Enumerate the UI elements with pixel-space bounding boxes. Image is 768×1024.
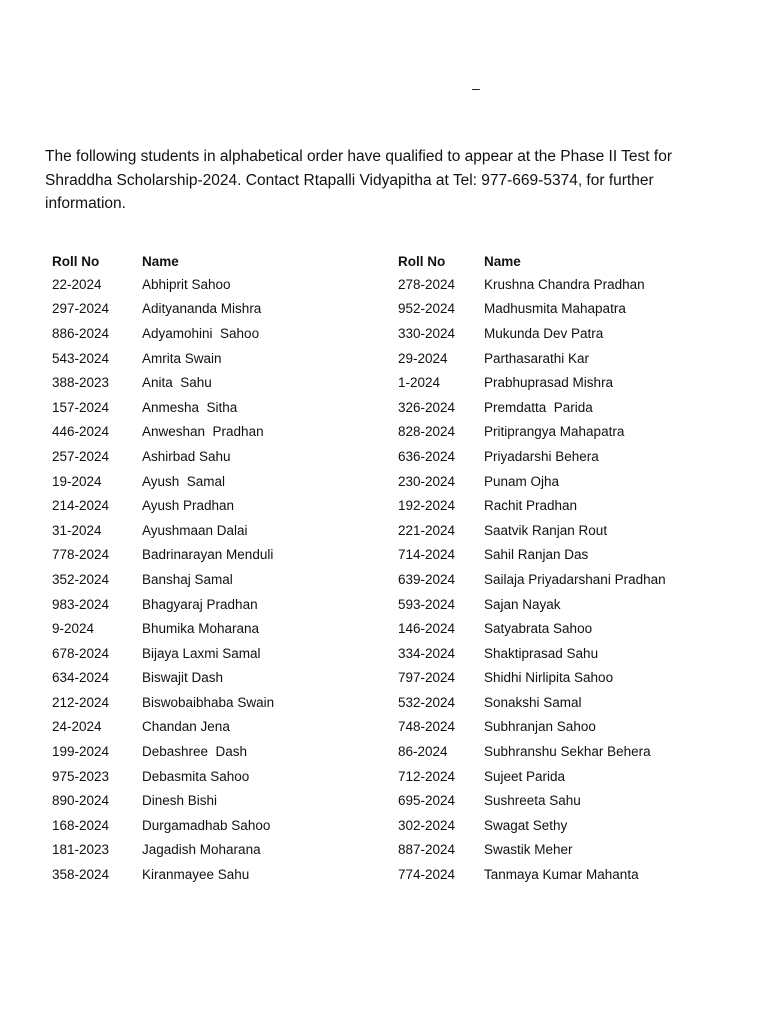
student-name: Satyabrata Sahoo — [484, 621, 593, 637]
student-name: Ashirbad Sahu — [142, 448, 231, 464]
student-name: Prabhuprasad Mishra — [484, 375, 614, 391]
student-row — [52, 297, 382, 322]
roll-no: 230-2024 — [398, 473, 456, 489]
name-header: Name — [484, 253, 521, 269]
student-name: Bijaya Laxmi Samal — [142, 645, 261, 661]
student-row — [52, 641, 382, 666]
roll-no: 983-2024 — [52, 596, 110, 612]
student-name: Madhusmita Mahapatra — [484, 301, 626, 317]
student-row — [52, 444, 382, 469]
roll-no: 297-2024 — [52, 301, 110, 317]
student-name: Adyamohini Sahoo — [142, 325, 260, 341]
roll-no: 168-2024 — [52, 817, 110, 833]
student-row — [398, 444, 724, 469]
student-row — [398, 862, 724, 887]
roll-no: 257-2024 — [52, 448, 110, 464]
student-name: Shaktiprasad Sahu — [484, 645, 599, 661]
student-row — [52, 813, 382, 838]
student-row — [52, 838, 382, 863]
student-name: Sonakshi Samal — [484, 694, 582, 710]
roll-no: 1-2024 — [398, 375, 441, 391]
roll-no: 29-2024 — [398, 350, 448, 366]
roll-no: 774-2024 — [398, 867, 456, 883]
student-list-right — [398, 250, 724, 887]
student-name: Pritiprangya Mahapatra — [484, 424, 625, 440]
student-name: Ayush Samal — [142, 473, 226, 489]
student-name: Chandan Jena — [142, 719, 230, 735]
student-name: Anmesha Sitha — [142, 399, 238, 415]
roll-no: 181-2023 — [52, 842, 110, 858]
student-name: Sajan Nayak — [484, 596, 561, 612]
left-rows — [52, 272, 382, 887]
roll-no-header: Roll No — [398, 253, 446, 269]
student-row — [52, 666, 382, 691]
roll-no: 302-2024 — [398, 817, 456, 833]
roll-no: 22-2024 — [52, 276, 102, 292]
roll-no: 199-2024 — [52, 744, 110, 760]
student-name: Adityananda Mishra — [142, 301, 262, 317]
student-row — [398, 567, 724, 592]
student-row — [52, 543, 382, 568]
roll-no: 886-2024 — [52, 325, 110, 341]
student-row — [52, 272, 382, 297]
roll-no: 543-2024 — [52, 350, 110, 366]
roll-no: 446-2024 — [52, 424, 110, 440]
student-name: Ayush Pradhan — [142, 498, 235, 514]
student-name: Jagadish Moharana — [142, 842, 261, 858]
student-name: Kiranmayee Sahu — [142, 867, 250, 883]
student-name: Saatvik Ranjan Rout — [484, 522, 608, 538]
student-name: Swagat Sethy — [484, 817, 568, 833]
student-row — [398, 715, 724, 740]
list-header — [398, 250, 724, 272]
student-name: Shidhi Nirlipita Sahoo — [484, 670, 614, 686]
student-row — [52, 764, 382, 789]
roll-no: 634-2024 — [52, 670, 110, 686]
student-name: Sujeet Parida — [484, 768, 566, 784]
roll-no: 212-2024 — [52, 694, 110, 710]
student-row — [398, 321, 724, 346]
roll-no: 221-2024 — [398, 522, 456, 538]
student-row — [52, 346, 382, 371]
roll-no: 678-2024 — [52, 645, 110, 661]
roll-no: 388-2023 — [52, 375, 110, 391]
roll-no: 278-2024 — [398, 276, 456, 292]
student-row — [52, 788, 382, 813]
student-row — [398, 272, 724, 297]
student-row — [52, 690, 382, 715]
roll-no: 358-2024 — [52, 867, 110, 883]
roll-no: 887-2024 — [398, 842, 456, 858]
student-row — [398, 641, 724, 666]
student-row — [52, 567, 382, 592]
student-name: Punam Ojha — [484, 473, 560, 489]
student-name: Subhranshu Sekhar Behera — [484, 744, 651, 760]
name-header: Name — [142, 253, 179, 269]
roll-no: 748-2024 — [398, 719, 456, 735]
student-row — [398, 420, 724, 445]
student-row — [52, 862, 382, 887]
student-row — [398, 616, 724, 641]
student-row — [398, 813, 724, 838]
student-row — [398, 838, 724, 863]
student-row — [52, 715, 382, 740]
student-name: Dinesh Bishi — [142, 793, 218, 809]
student-row — [398, 592, 724, 617]
roll-no: 24-2024 — [52, 719, 102, 735]
roll-no: 890-2024 — [52, 793, 110, 809]
student-name: Sushreeta Sahu — [484, 793, 581, 809]
student-name: Rachit Pradhan — [484, 498, 578, 514]
student-row — [52, 370, 382, 395]
student-row — [398, 346, 724, 371]
student-row — [398, 518, 724, 543]
roll-no: 952-2024 — [398, 301, 456, 317]
roll-no: 326-2024 — [398, 399, 456, 415]
roll-no: 975-2023 — [52, 768, 110, 784]
student-name: Bhagyaraj Pradhan — [142, 596, 258, 612]
student-name: Amrita Swain — [142, 350, 222, 366]
student-name: Debashree Dash — [142, 744, 248, 760]
roll-no: 797-2024 — [398, 670, 456, 686]
roll-no: 157-2024 — [52, 399, 110, 415]
student-name: Ayushmaan Dalai — [142, 522, 248, 538]
student-name: Anita Sahu — [142, 375, 212, 391]
roll-no: 593-2024 — [398, 596, 456, 612]
student-row — [52, 616, 382, 641]
student-row — [52, 420, 382, 445]
right-rows — [398, 272, 724, 887]
roll-no: 532-2024 — [398, 694, 456, 710]
student-name: Sailaja Priyadarshani Pradhan — [484, 571, 666, 587]
student-row — [398, 666, 724, 691]
student-name: Priyadarshi Behera — [484, 448, 599, 464]
student-name: Parthasarathi Kar — [484, 350, 590, 366]
student-row — [398, 493, 724, 518]
student-row — [52, 592, 382, 617]
student-row — [52, 469, 382, 494]
student-name: Banshaj Samal — [142, 571, 233, 587]
roll-no: 636-2024 — [398, 448, 456, 464]
intro-paragraph: The following students in alphabetical order have qualified to appear at the Phase II Test for Shraddha Scholarship-2024. Contact Rtapalli Vidyapitha at Tel: 977-669-5374, for further information. — [45, 148, 673, 212]
list-header — [52, 250, 382, 272]
student-name: Biswajit Dash — [142, 670, 224, 686]
student-name: Anweshan Pradhan — [142, 424, 264, 440]
student-row — [398, 690, 724, 715]
student-row — [398, 297, 724, 322]
student-row — [52, 321, 382, 346]
student-name: Sahil Ranjan Das — [484, 547, 589, 563]
student-row — [398, 739, 724, 764]
student-name: Premdatta Parida — [484, 399, 593, 415]
student-name: Mukunda Dev Patra — [484, 325, 604, 341]
roll-no: 214-2024 — [52, 498, 110, 514]
roll-no: 192-2024 — [398, 498, 456, 514]
roll-no: 334-2024 — [398, 645, 456, 661]
student-name: Bhumika Moharana — [142, 621, 260, 637]
student-list-left — [52, 250, 382, 887]
student-row — [52, 739, 382, 764]
roll-no: 778-2024 — [52, 547, 110, 563]
roll-no: 695-2024 — [398, 793, 456, 809]
student-row — [52, 395, 382, 420]
roll-no: 330-2024 — [398, 325, 456, 341]
header-dash: – — [472, 80, 480, 96]
student-name: Subhranjan Sahoo — [484, 719, 596, 735]
student-name: Abhiprit Sahoo — [142, 276, 231, 292]
student-name: Debasmita Sahoo — [142, 768, 250, 784]
roll-no: 146-2024 — [398, 621, 456, 637]
roll-no: 352-2024 — [52, 571, 110, 587]
student-row — [398, 764, 724, 789]
roll-no: 31-2024 — [52, 522, 102, 538]
student-name: Durgamadhab Sahoo — [142, 817, 271, 833]
student-row — [52, 493, 382, 518]
student-name: Badrinarayan Menduli — [142, 547, 274, 563]
student-row — [398, 370, 724, 395]
roll-no: 9-2024 — [52, 621, 95, 637]
roll-no: 828-2024 — [398, 424, 456, 440]
roll-no: 19-2024 — [52, 473, 102, 489]
roll-no: 86-2024 — [398, 744, 448, 760]
roll-no-header: Roll No — [52, 253, 100, 269]
student-name: Biswobaibhaba Swain — [142, 694, 275, 710]
student-row — [52, 518, 382, 543]
student-name: Tanmaya Kumar Mahanta — [484, 867, 639, 883]
roll-no: 712-2024 — [398, 768, 456, 784]
student-row — [398, 469, 724, 494]
student-row — [398, 543, 724, 568]
student-name: Swastik Meher — [484, 842, 573, 858]
roll-no: 714-2024 — [398, 547, 456, 563]
roll-no: 639-2024 — [398, 571, 456, 587]
student-row — [398, 788, 724, 813]
student-row — [398, 395, 724, 420]
student-name: Krushna Chandra Pradhan — [484, 276, 645, 292]
